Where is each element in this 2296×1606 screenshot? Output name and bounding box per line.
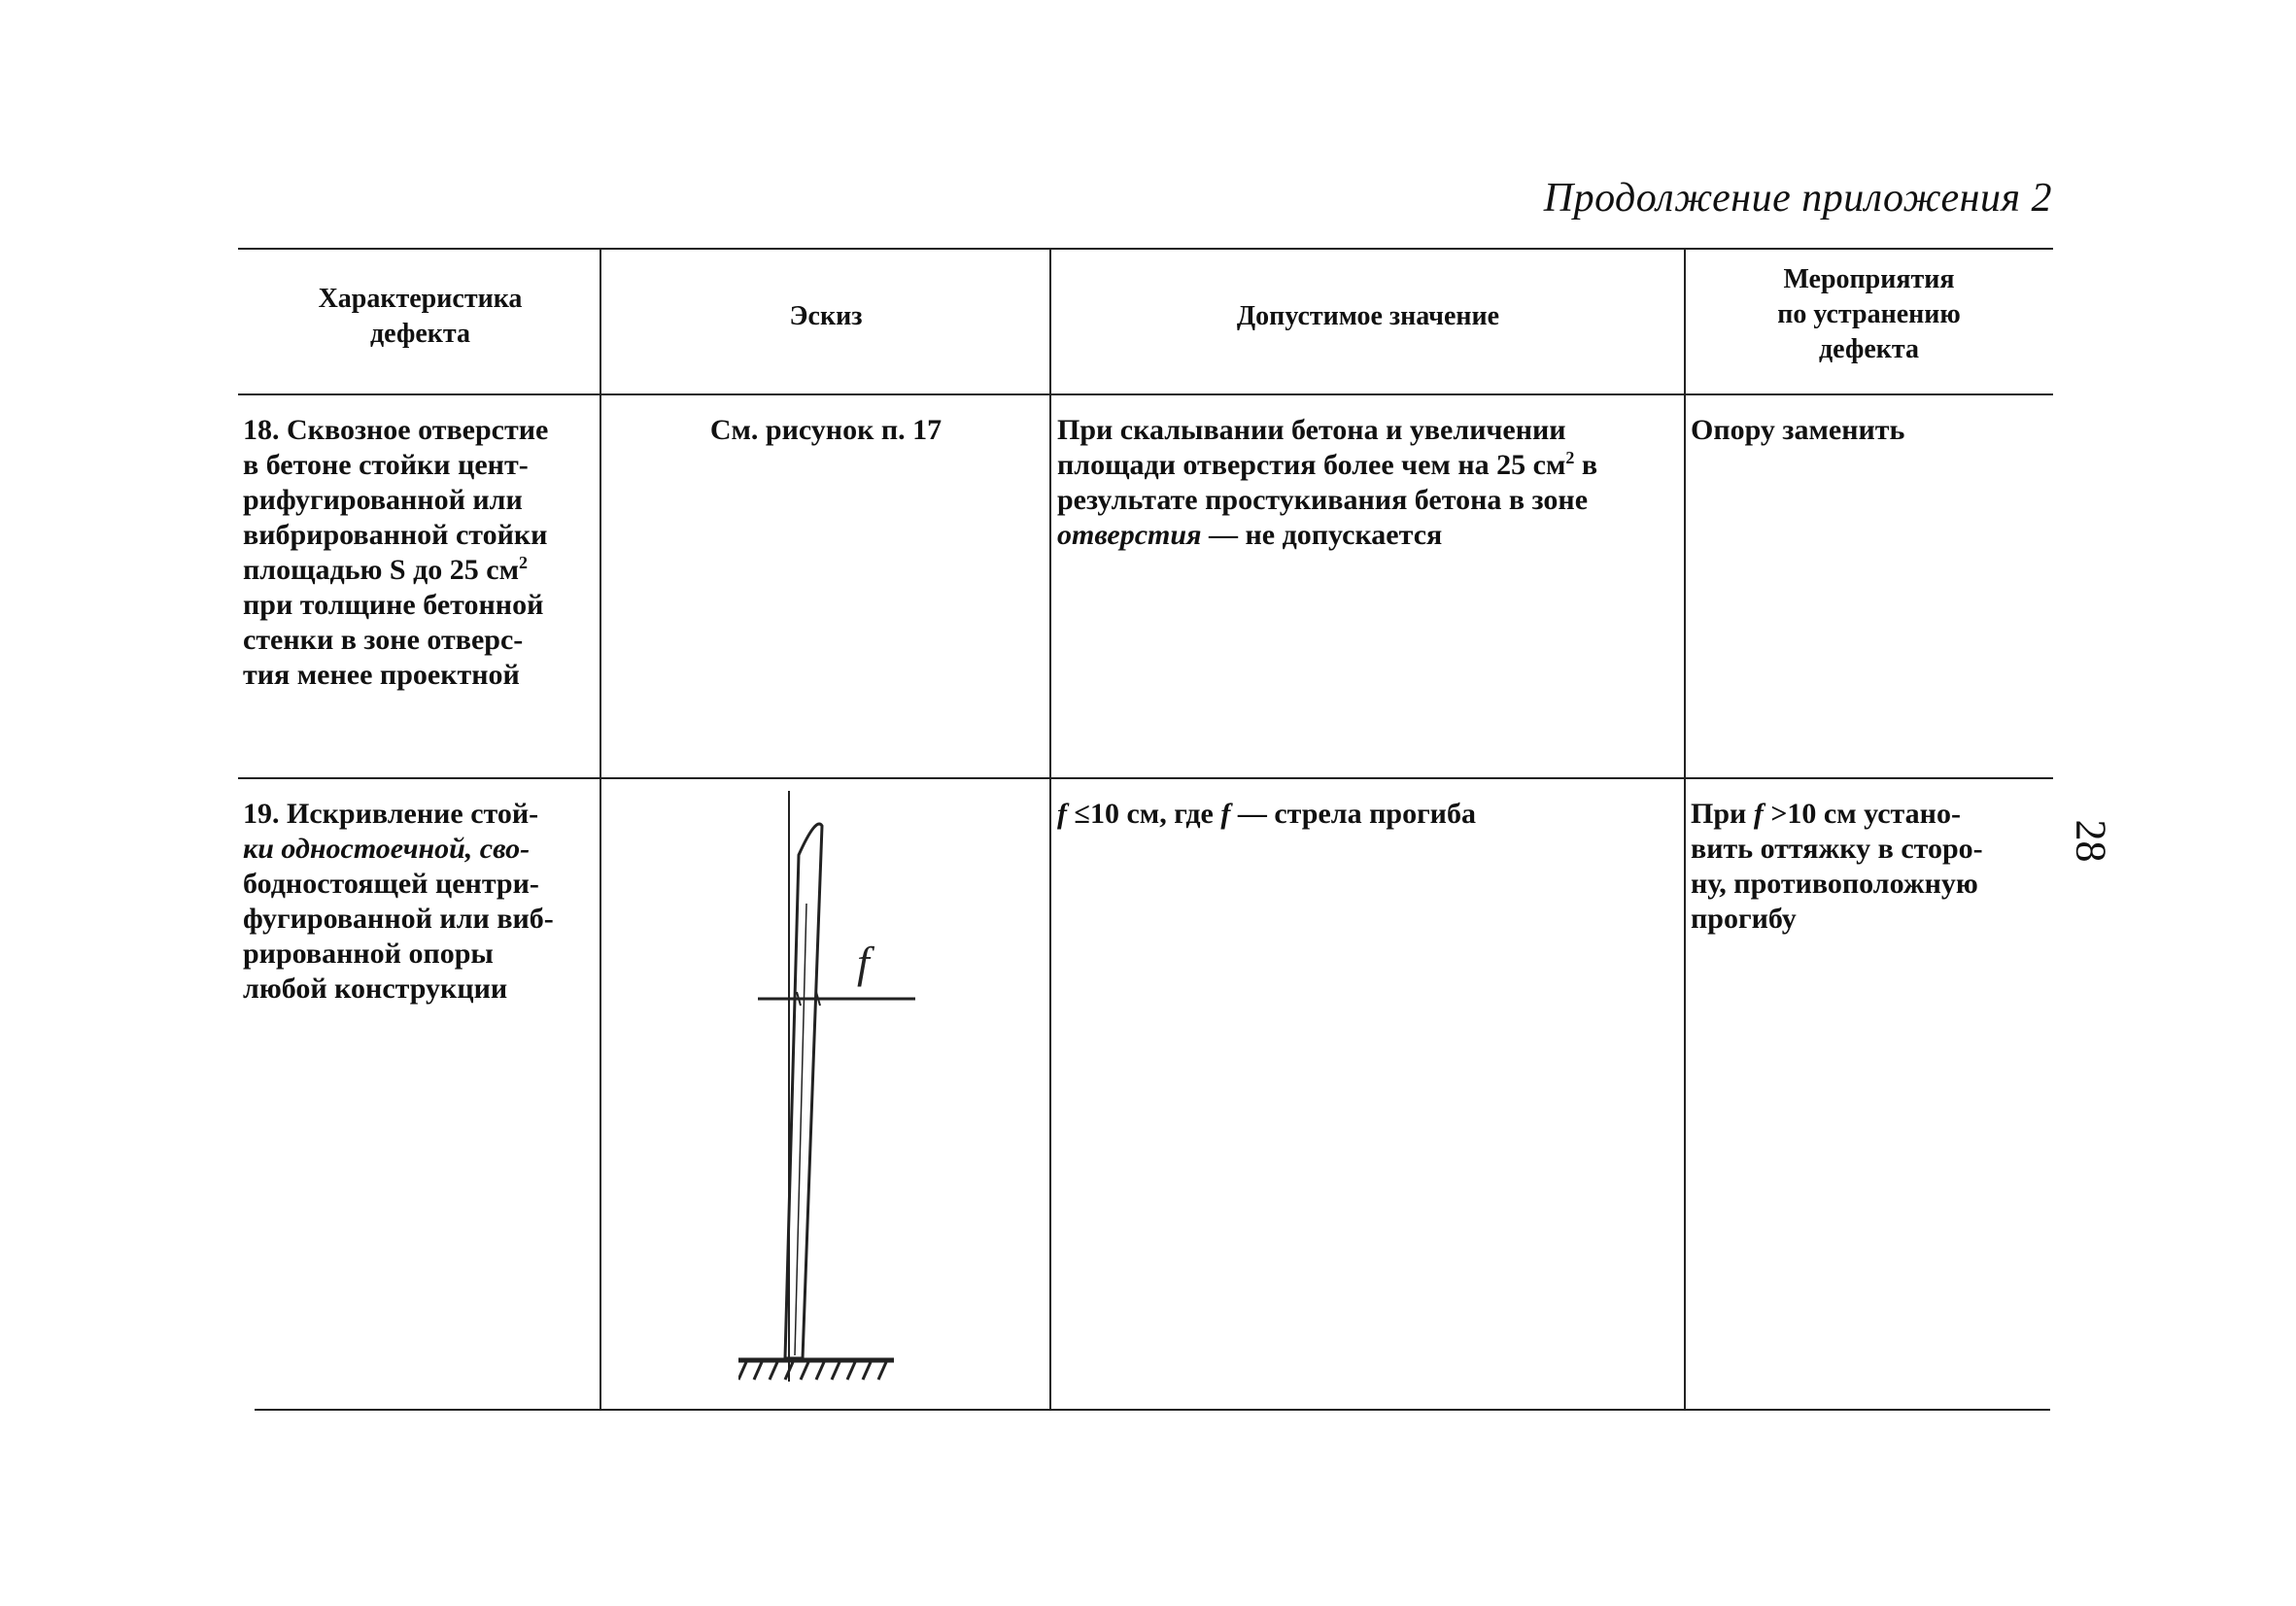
- row19-measures-f: f: [1753, 798, 1764, 830]
- row19-char-line: бодностоящей центри-: [243, 868, 539, 900]
- row18-sketch-ref: См. рисунок п. 17: [709, 414, 942, 446]
- row18-allowed-area-tail: в: [1574, 449, 1598, 481]
- header-allowed-value: [1052, 299, 1684, 334]
- bent-pole: [785, 824, 822, 1358]
- row18-measures: [1691, 413, 2050, 448]
- deflection-label: f: [857, 938, 870, 987]
- row18-char-line: тия менее проектной: [243, 659, 520, 691]
- row19-char-line: 19. Искривление стой-: [243, 798, 539, 830]
- row18-measures-line: Опору заменить: [1691, 414, 1905, 446]
- row19-measures-pri: При: [1691, 798, 1754, 830]
- header-measures-line: Мероприятия: [1783, 264, 1955, 294]
- row18-sketch: [602, 413, 1049, 448]
- row-divider: [238, 777, 2053, 779]
- row18-allowed-tail: — не допускается: [1201, 519, 1443, 551]
- table-bottom-border: [255, 1409, 2050, 1411]
- column-divider-2: [1049, 248, 1051, 1409]
- row19-char-line-italic: [243, 832, 598, 867]
- row18-allowed-line: результате простукивания бетона в зоне: [1057, 484, 1589, 516]
- page-number: 28: [2067, 819, 2115, 863]
- row18-char-line: вибрированной стойки: [243, 519, 548, 551]
- row19-allowed: [1057, 797, 1679, 832]
- row19-allowed-tail: — стрела прогиба: [1230, 798, 1476, 830]
- header-characteristic: [243, 282, 598, 352]
- row19-char-line: любой конструкции: [243, 973, 508, 1005]
- header-measures-line: по устранению: [1777, 299, 1961, 329]
- row19-measures-line-1: [1691, 797, 2050, 832]
- row18-allowed-sup: 2: [1565, 448, 1575, 467]
- row19-characteristic: [243, 797, 598, 1007]
- page-heading: Продолжение приложения 2: [1543, 176, 2052, 221]
- row18-allowed-line: При скалывании бетона и увеличении: [1057, 414, 1566, 446]
- table-top-border: [238, 248, 2053, 250]
- header-characteristic-line: Характеристика: [318, 284, 523, 314]
- row19-char-line: рированной опоры: [243, 938, 494, 970]
- row18-char-line: при толщине бетонной: [243, 589, 544, 621]
- row18-allowed: [1057, 413, 1679, 553]
- header-characteristic-line: дефекта: [370, 319, 470, 349]
- header-bottom-border: [238, 393, 2053, 395]
- column-divider-3: [1684, 248, 1686, 1409]
- row18-char-line: в бетоне стойки цент-: [243, 449, 529, 481]
- row19-measures-line: вить оттяжку в сторо-: [1691, 833, 1983, 865]
- row19-measures-rest: >10 см устано-: [1763, 798, 1961, 830]
- row18-char-area-text: площадью S до 25 см: [243, 554, 520, 586]
- row19-measures-line: прогибу: [1691, 903, 1797, 935]
- row19-measures: [1691, 797, 2050, 937]
- row18-char-line: стенки в зоне отверс-: [243, 624, 524, 656]
- header-sketch: [602, 299, 1049, 334]
- row18-allowed-line-last: [1057, 518, 1679, 553]
- pole-deflection-sketch: [738, 787, 933, 1389]
- header-measures-line: дефекта: [1819, 334, 1919, 364]
- row19-char-line: фугированной или виб-: [243, 903, 554, 935]
- row18-allowed-italic: отверстия: [1057, 519, 1202, 551]
- row18-characteristic: [243, 413, 598, 693]
- row19-measures-line: ну, противоположную: [1691, 868, 1978, 900]
- row18-char-sup: 2: [519, 553, 529, 572]
- row18-allowed-area-text: площади отверстия более чем на 25 см: [1057, 449, 1566, 481]
- header-measures: [1687, 262, 2051, 367]
- column-divider-1: [600, 248, 601, 1409]
- row18-char-line: рифугированной или: [243, 484, 523, 516]
- row19-allowed-f2: f: [1220, 798, 1231, 830]
- header-sketch-line: Эскиз: [789, 301, 863, 331]
- row19-char-italic-rest: одностоечной, сво-: [273, 833, 531, 865]
- header-allowed-line: Допустимое значение: [1236, 301, 1500, 331]
- row19-allowed-f: f: [1057, 798, 1067, 830]
- row18-char-line-area: [243, 553, 598, 588]
- row18-allowed-line-area: [1057, 448, 1679, 483]
- row19-char-italic-ki: ки: [243, 833, 274, 865]
- ground-hatching: [738, 1362, 886, 1380]
- row19-allowed-line: [1057, 797, 1679, 832]
- row19-allowed-text: ≤10 см, где: [1067, 798, 1221, 830]
- row18-char-line: 18. Сквозное отверстие: [243, 414, 549, 446]
